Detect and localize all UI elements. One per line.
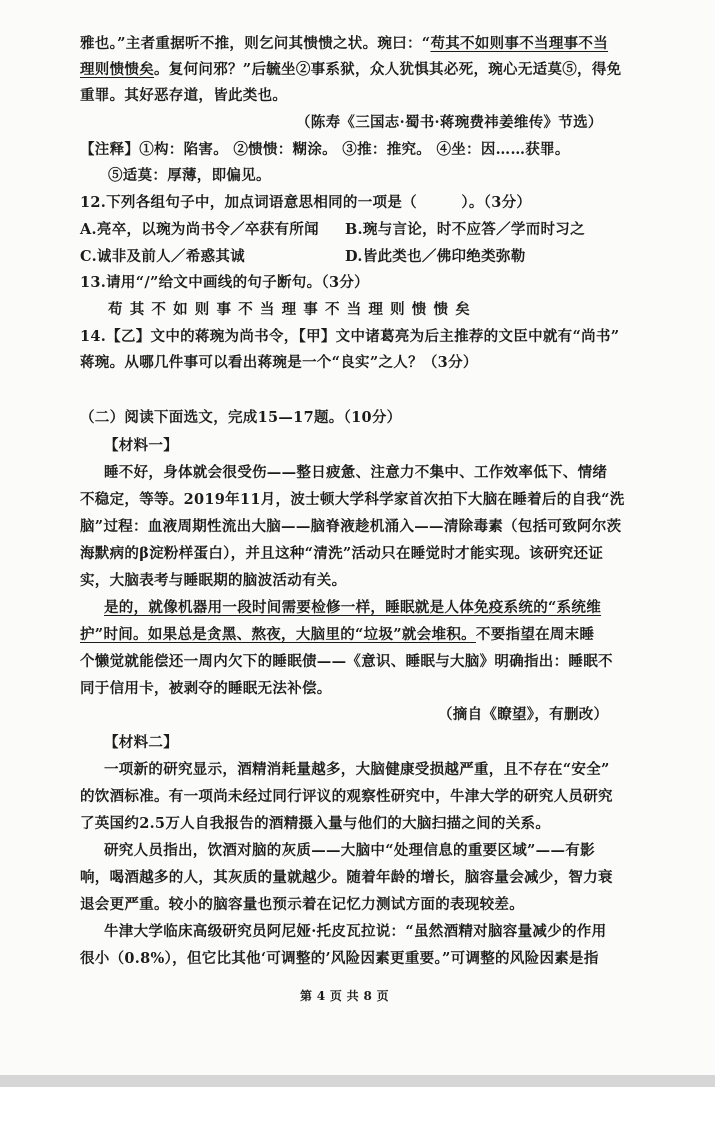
paragraph-line: 睡不好，身体就会很受伤——整日疲惫、注意力不集中、工作效率低下、情绪: [104, 464, 608, 481]
paragraph-line: 的饮酒标准。有一项尚未经过同行评议的观察性研究中，牛津大学的研究人员研究: [80, 788, 613, 805]
page-number-footer: 第 4 页 共 8 页: [300, 989, 389, 1003]
paragraph-line: 了英国约2.5万人自我报告的酒精摄入量与他们的大脑扫描之间的关系。: [80, 815, 551, 832]
option-a: A.亮卒，以琬为尚书令／卒获有所闻: [80, 221, 319, 238]
notes-line: ⑤适莫：厚薄，即偏见。: [108, 167, 271, 184]
section-heading: （二）阅读下面选文，完成15—17题。（10分）: [80, 409, 402, 426]
divider-band: [0, 1075, 715, 1087]
option-d: D.皆此类也／佛印绝类弥勒: [345, 248, 526, 265]
underlined-sentence: 苟其不如则事不当理事不当: [430, 35, 609, 52]
text-line: [80, 34, 608, 54]
paragraph-line: 很小（0.8%），但它比其他‘可调整的’风险因素更重要。”可调整的风险因素是指: [80, 950, 599, 967]
option-b: B.琬与言论，时不应答／学而时习之: [345, 221, 585, 238]
option-c: C.诚非及前人／希惑其诚: [80, 248, 245, 265]
notes-line: 【注释】①构：陷害。 ②愦愦：糊涂。 ③推：推究。 ④坐：因……获罪。: [80, 141, 570, 158]
paragraph-line: 个懒觉就能偿还一周内欠下的睡眠债——《意识、睡眠与大脑》明确指出：睡眠不: [80, 653, 613, 670]
paragraph-line: 牛津大学临床高级研究员阿尼娅·托皮瓦拉说：“虽然酒精对脑容量减少的作用: [104, 923, 607, 940]
underlined-sentence: 护”时间。如果总是贪黑、熬夜，大脑里的“垃圾”就会堆积。: [80, 626, 476, 643]
paragraph-line: 脑”过程：血液周期性流出大脑——脑脊液趁机涌入——清除毒素（包括可致阿尔茨: [80, 518, 622, 535]
material-1-heading: 【材料一】: [104, 437, 178, 454]
paragraph-line: 响，喝酒越多的人，其灰质的量就越少。随着年龄的增长，脑容量会减少，智力衰: [80, 869, 613, 886]
sentence-to-punctuate: 苟其不如则事不当理事不当理则愦愦矣: [108, 301, 477, 318]
paragraph-line: 退会更严重。较小的脑容量也预示着在记忆力测试方面的表现较差。: [80, 896, 524, 913]
text-line: [80, 60, 621, 80]
question-14: 14.【乙】文中的蒋琬为尚书令，【甲】文中诸葛亮为后主推荐的文臣中就有“尚书”: [80, 328, 620, 345]
paragraph-line: [80, 625, 594, 645]
paragraph-line: 研究人员指出，饮酒对脑的灰质——大脑中“处理信息的重要区域”——有影: [104, 842, 595, 859]
underlined-sentence: 是的，就像机器用一段时间需要检修一样，睡眠就是人体免疫系统的“系统维: [104, 599, 602, 616]
question-12: 12.下列各组句子中，加点词语意思相同的一项是（ ）。（3分）: [80, 194, 532, 211]
source-citation: （摘自《瞭望》，有删改）: [438, 706, 609, 723]
line-text: 雅也。”主者重据听不推，则乞问其愦愦之状。琬曰：“: [80, 35, 431, 52]
paragraph-line: [104, 598, 601, 618]
paragraph-line: 实，大脑表考与睡眠期的脑波活动有关。: [80, 572, 347, 589]
underlined-sentence: 理则愦愦矣: [80, 61, 154, 78]
question-14-cont: 蒋琬。从哪几件事可以看出蒋琬是一个“良实”之人？（3分）: [80, 354, 478, 371]
source-citation: （陈寿《三国志·蜀书·蒋琬费祎姜维传》节选）: [296, 114, 603, 131]
line-text: 不要指望在周末睡: [475, 626, 595, 643]
paragraph-line: 同于信用卡，被剥夺的睡眠无法补偿。: [80, 680, 332, 697]
paragraph-line: 一项新的研究显示，酒精消耗量越多，大脑健康受损越严重，且不存在“安全”: [104, 761, 610, 778]
text-line: 重罪。其好恶存道，皆此类也。: [80, 87, 288, 104]
paragraph-line: 不稳定，等等。2019年11月，波士顿大学科学家首次拍下大脑在睡着后的自我“洗: [80, 491, 625, 508]
line-text: 。复何问邪？”后毓坐②事系狱，众人犹惧其必死，琬心无适莫⑤，得免: [154, 61, 622, 78]
material-2-heading: 【材料二】: [104, 734, 178, 751]
question-13: 13.请用“/”给文中画线的句子断句。（3分）: [80, 274, 369, 291]
paragraph-line: 海默病的β淀粉样蛋白），并且这种“清洗”活动只在睡觉时才能实现。该研究还证: [80, 545, 604, 562]
